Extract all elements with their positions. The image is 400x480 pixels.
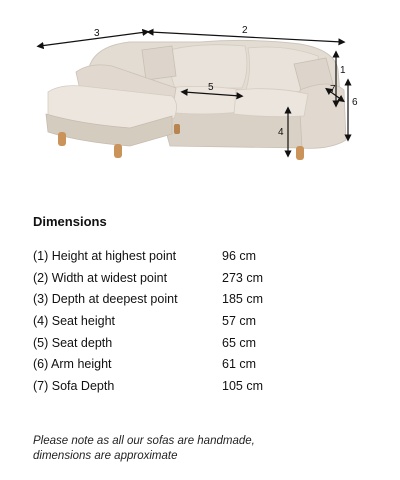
label-7: 7	[330, 84, 336, 95]
label-5: 5	[208, 82, 214, 93]
dimension-value: 105 cm	[222, 378, 263, 393]
scatter-cushion-left	[142, 46, 176, 80]
dimension-value: 65 cm	[222, 335, 257, 350]
leg-front-right	[296, 146, 304, 160]
dimension-row	[33, 375, 383, 397]
dimension-name: (6) Arm height	[33, 357, 112, 372]
dimension-row	[33, 288, 383, 310]
leg-front-middle	[174, 124, 180, 134]
dimension-row	[33, 310, 383, 332]
dimension-name: (4) Seat height	[33, 313, 115, 328]
label-6: 6	[352, 97, 358, 108]
dimension-value: 273 cm	[222, 270, 263, 285]
dimension-value: 185 cm	[222, 292, 263, 307]
note-line-1: Please note as all our sofas are handmade,	[33, 435, 255, 447]
sofa-illustration	[0, 0, 400, 200]
label-4: 4	[278, 127, 284, 138]
sofa-body	[46, 40, 346, 160]
dimension-value: 96 cm	[222, 248, 257, 263]
label-2: 2	[242, 25, 248, 36]
leg-front-left	[58, 132, 66, 146]
seat-cushion-right	[234, 89, 308, 117]
leg-front-chaise	[114, 144, 122, 158]
dimensions-list	[33, 245, 383, 397]
dimension-row	[33, 245, 383, 267]
sofa-diagram	[0, 0, 400, 200]
note-line-2: dimensions are approximate	[33, 450, 178, 462]
dimension-name: (1) Height at highest point	[33, 248, 177, 263]
dimensions-heading: Dimensions	[33, 214, 107, 229]
dimensions-section	[33, 214, 383, 397]
dimension-row	[33, 267, 383, 289]
dimension-value: 57 cm	[222, 313, 257, 328]
dimension-row	[33, 332, 383, 354]
label-3: 3	[94, 28, 100, 39]
handmade-note	[33, 434, 383, 464]
dimension-name: (2) Width at widest point	[33, 270, 168, 285]
dimension-value: 61 cm	[222, 357, 257, 372]
dimension-name: (3) Depth at deepest point	[33, 292, 178, 307]
dimension-row	[33, 353, 383, 375]
label-1: 1	[340, 65, 346, 76]
dimension-name: (5) Seat depth	[33, 335, 113, 350]
dimension-name: (7) Sofa Depth	[33, 378, 115, 393]
